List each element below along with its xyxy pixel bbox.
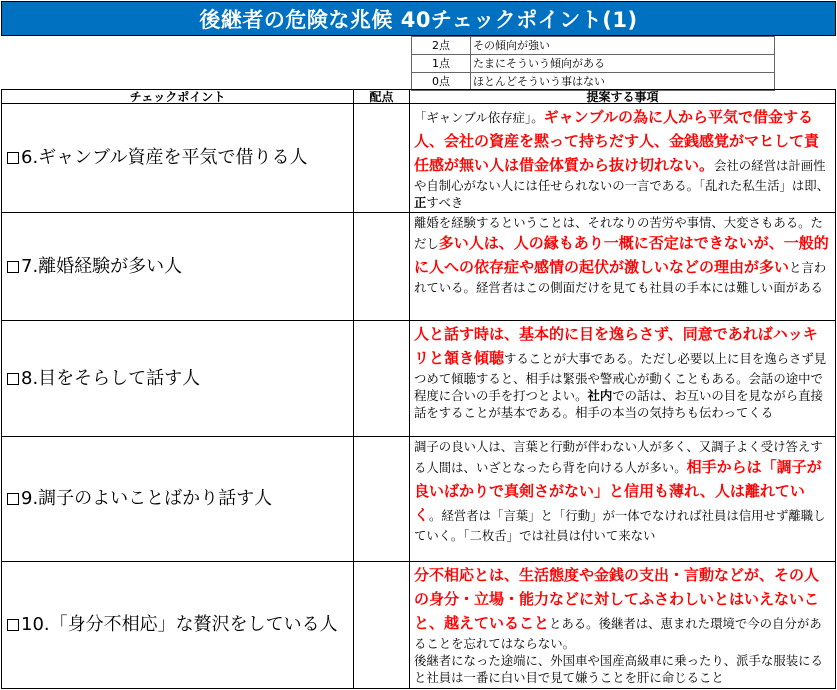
checkpoint-label — [2, 213, 354, 320]
legend-text: ほとんどそういう事はない — [471, 73, 775, 91]
proposal-text — [411, 437, 835, 561]
checkpoint-row — [1, 212, 836, 321]
score-input[interactable] — [354, 437, 410, 561]
legend-points: 2点 — [412, 37, 471, 55]
desc-emphasis: 相手からは「調子が良いばかりで真剣さがない」と信用も薄れ、人は離れていく — [414, 458, 822, 525]
desc-emphasis: 人と話す時は、基本的に目を逸らさず、同意であればハッキリと頷き傾聴 — [414, 325, 818, 367]
desc-text: 会社の経営は計画性や自制心がない人には任せられないの一言である。「乱れた私生活」は即、 — [414, 158, 830, 193]
desc-text: 離婚を経験するということは、それなりの苦労や事情、大変さもある。ただし — [414, 215, 823, 252]
checkpoint-row — [1, 320, 836, 437]
legend-row — [412, 55, 775, 73]
desc-emphasis: 多い人は、人の縁もあり一概に否定はできないが、一般的に人への依存症や感情の起伏が激しいなどの理由が多い — [414, 234, 829, 277]
checkpoint-label — [2, 562, 354, 688]
desc-text: での話は、お互いの目を見ながら直接話をすることが基本である。相手の本当の気持ちも伝わってくる — [414, 388, 823, 421]
desc-text: 「ギャンブル依存症」。 — [414, 110, 544, 125]
score-input[interactable] — [354, 213, 410, 320]
checkpoint-text: 6.ギャンブル資産を平気で借りる人 — [21, 147, 308, 168]
desc-bold: 正 — [414, 195, 427, 211]
checkpoint-row — [1, 103, 836, 213]
desc-emphasis: 分不相応とは、生活態度や金銭の支出・言動などが、その人の身分・立場・能力などに対してふさわしいとはいえないこと、越えていること — [414, 566, 820, 632]
header-matters: 提案する事項 — [409, 89, 836, 104]
legend-row — [412, 37, 775, 55]
score-input[interactable] — [354, 321, 410, 436]
checkpoint-label — [2, 321, 354, 436]
desc-text: 後継者になった途端に、外国車や国産高級車に乗ったり、派手な服装にると社員は一番に白い目で見て嫌うことを肝に命じること — [414, 653, 823, 686]
checkpoint-text: 10.「身分不相応」な贅沢をしている人 — [21, 614, 338, 635]
proposal-text — [411, 213, 835, 320]
legend-text: たまにそういう傾向がある — [471, 55, 775, 73]
desc-text: と言われている。経営者はこの側面だけを見ても社員の手本には難しい面がある — [414, 260, 827, 296]
score-input[interactable] — [354, 562, 410, 688]
proposal-text — [411, 562, 835, 688]
score-legend — [411, 36, 775, 91]
checkbox-icon[interactable] — [7, 373, 19, 385]
proposal-text — [411, 321, 835, 436]
desc-bold: 社内 — [587, 388, 613, 404]
checkpoint-text: 7.離婚経験が多い人 — [21, 255, 183, 277]
header-checkpoint: チェックポイント — [1, 89, 354, 104]
proposal-text — [411, 104, 835, 212]
checkpoint-label — [2, 104, 354, 212]
desc-emphasis: ギャンブルの為に人から平気で借金する人、会社の資産を黙って持ちだす人、金銭感覚がマヒして責任感が無い人は借金体質から抜け切れない。 — [414, 108, 820, 174]
desc-text: することが大事である。ただし必要以上に目を逸らさず見つめて傾聴すると、相手は緊張や警戒心が動くこともある。会話の途中で程度に合いの手を打つとよい。 — [414, 351, 827, 404]
checkbox-icon[interactable] — [7, 619, 19, 631]
header-score: 配点 — [353, 89, 410, 104]
score-input[interactable] — [354, 104, 410, 212]
legend-points: 0点 — [412, 73, 471, 91]
page-title: 後継者の危険な兆候 40チェックポイント(1) — [1, 1, 836, 36]
checkbox-icon[interactable] — [7, 261, 19, 273]
checkpoint-label — [2, 437, 354, 561]
desc-text: 。経営者は「言葉」と「行動」が一体でなければ社員は信用せず離職していく。「二枚舌」では社員は付いて来ない — [414, 508, 826, 544]
checkbox-icon[interactable] — [7, 493, 19, 505]
desc-text: とある。後継者は、恵まれた環境で今の自分があることを忘れてはならない。 — [414, 616, 822, 651]
desc-text: すべき — [426, 195, 464, 211]
checkpoint-row — [1, 561, 836, 689]
checkbox-icon[interactable] — [7, 152, 19, 164]
desc-text: 調子の良い人は、言葉と行動が伴わない人が多く、又調子よく受け答えする人間は、いざとなったら背を向ける人が多い。 — [414, 439, 823, 476]
legend-points: 1点 — [412, 55, 471, 73]
legend-text: その傾向が強い — [471, 37, 775, 55]
checkpoint-text: 8.目をそらして話す人 — [21, 367, 201, 389]
checkpoint-row — [1, 436, 836, 562]
checkpoint-text: 9.調子のよいことばかり話す人 — [21, 488, 273, 509]
